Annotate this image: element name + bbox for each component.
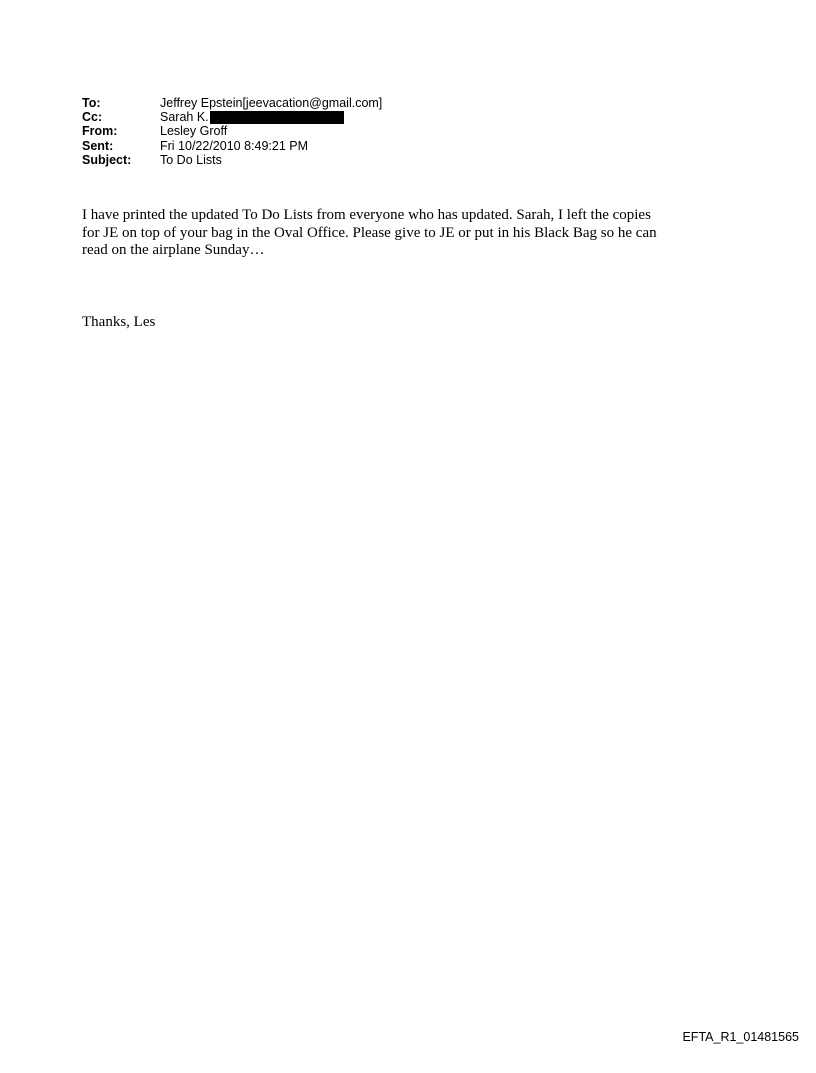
email-body: [82, 207, 742, 260]
body-line: for JE on top of your bag in the Oval Office. Please give to JE or put in his Black Bag so he can: [82, 224, 657, 241]
from-value: Lesley Groff: [160, 124, 228, 139]
to-label: To:: [82, 96, 101, 110]
email-header: [82, 96, 382, 167]
subject-label: Subject:: [82, 152, 132, 167]
body-paragraph: [82, 207, 742, 260]
redaction-box: [210, 111, 344, 124]
cc-label: Cc:: [82, 110, 103, 125]
body-line: read on the airplane Sunday…: [82, 242, 265, 258]
header-row-cc: [82, 110, 382, 124]
header-row-sent: [82, 139, 382, 153]
subject-value: To Do Lists: [160, 152, 222, 167]
document-id: EFTA_R1_01481565: [682, 1030, 799, 1044]
body-line: I have printed the updated To Do Lists from everyone who has updated. Sarah, I left the copies: [82, 207, 651, 223]
header-row-subject: [82, 153, 382, 167]
sent-value: Fri 10/22/2010 8:49:21 PM: [160, 138, 309, 153]
header-row-from: [82, 124, 382, 138]
cc-value-wrapper: [160, 110, 344, 124]
to-value: Jeffrey Epstein[jeevacation@gmail.com]: [160, 96, 383, 110]
header-row-to: [82, 96, 382, 110]
cc-value: Sarah K.: [160, 110, 209, 125]
from-label: From:: [82, 124, 118, 139]
email-signoff: Thanks, Les: [82, 314, 156, 330]
sent-label: Sent:: [82, 138, 114, 153]
